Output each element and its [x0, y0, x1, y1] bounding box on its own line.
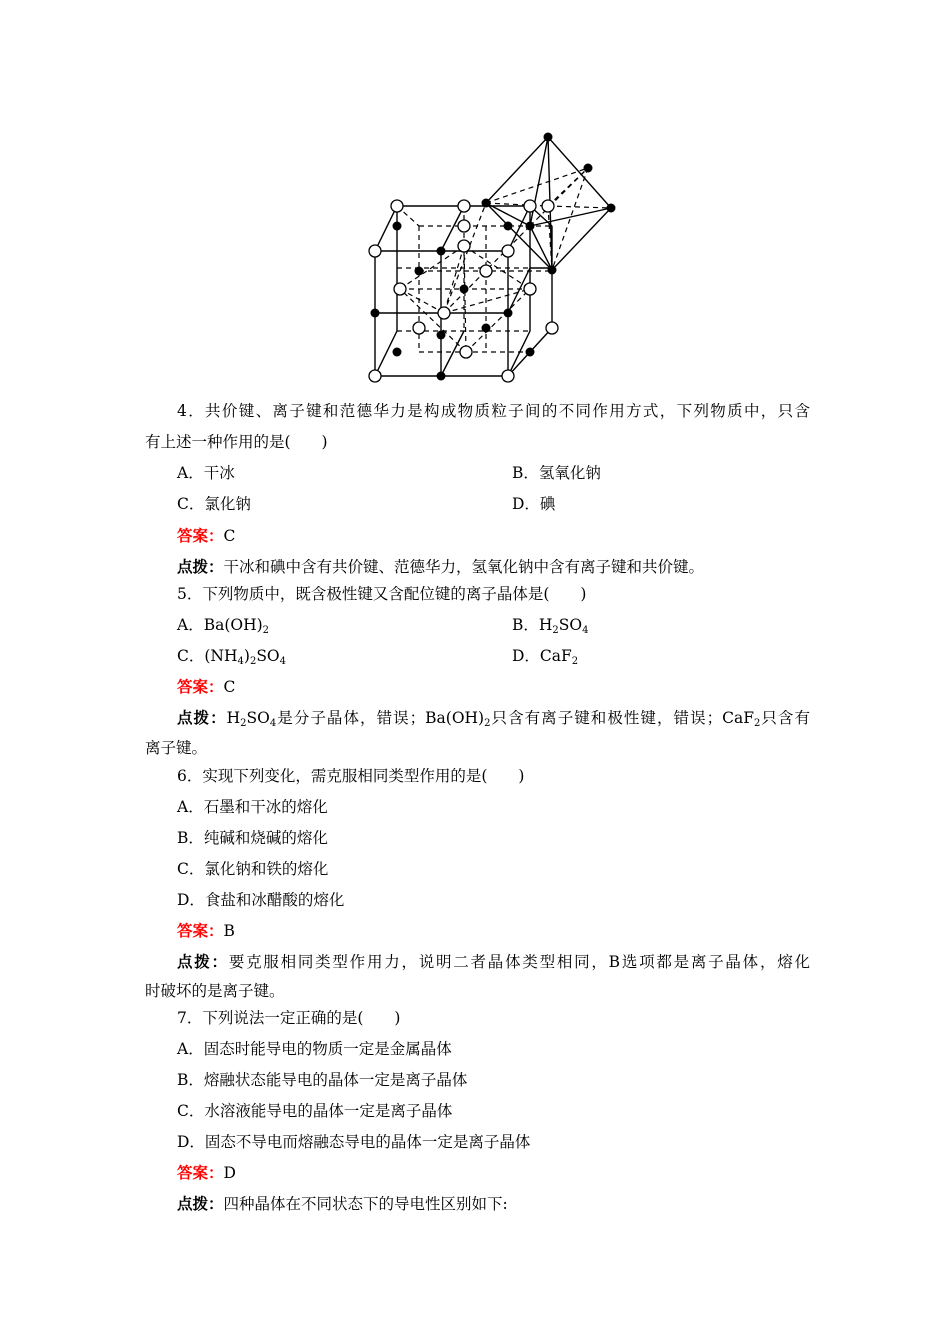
q4-option-d[interactable]: D．碘 — [512, 495, 556, 513]
crystal-structure-figure — [360, 128, 620, 386]
q6-option-d[interactable]: D．食盐和冰醋酸的熔化 — [177, 891, 345, 909]
q6-hint-line1: 点拨：要克服相同类型作用力，说明二者晶体类型相同，B选项都是离子晶体，熔化 — [177, 952, 810, 971]
hint-label: 点拨： — [177, 708, 227, 727]
q7-option-a[interactable]: A．固态时能导电的物质一定是金属晶体 — [177, 1040, 452, 1058]
q4-option-c[interactable]: C．氯化钠 — [177, 495, 251, 513]
q5-hint-line1: 点拨：$H_2SO_4$是分子晶体，错误；$Ba(OH)_2$只含有离子键和极性键，错误；CaF$_2$只含有 — [177, 708, 810, 729]
q7-hint-text: 四种晶体在不同状态下的导电性区别如下: — [223, 1195, 508, 1213]
q5-stem: 5．下列物质中，既含极性键又含配位键的离子晶体是( ) — [177, 585, 587, 603]
q6-answer-value: B — [223, 922, 235, 940]
q5-hint-line2: 离子键。 — [145, 739, 208, 757]
q7-answer-value: D — [223, 1164, 236, 1182]
q5-answer — [145, 671, 842, 703]
q5-option-d[interactable]: D．CaF$_2$ — [512, 647, 579, 667]
q4-stem-line2: 有上述一种作用的是( ) — [145, 433, 328, 451]
answer-label: 答案： — [177, 677, 224, 696]
q6-option-c[interactable]: C．氯化钠和铁的熔化 — [177, 860, 329, 878]
q7-option-c[interactable]: C．水溶液能导电的晶体一定是离子晶体 — [177, 1102, 453, 1120]
answer-label: 答案： — [177, 1163, 224, 1182]
answer-label: 答案： — [177, 921, 224, 940]
q5-option-c[interactable]: C．$(NH_4)_2SO_4$ — [177, 647, 287, 667]
q5-answer-value: C — [223, 678, 236, 696]
q4-stem-line1: 4．共价键、离子键和范德华力是构成物质粒子间的不同作用方式，下列物质中，只含 — [177, 402, 810, 420]
q6-option-b[interactable]: B．纯碱和烧碱的熔化 — [177, 829, 328, 847]
q6-stem: 6．实现下列变化，需克服相同类型作用的是( ) — [177, 767, 525, 785]
q4-hint-text: 干冰和碘中含有共价键、范德华力，氢氧化钠中含有离子键和共价键。 — [223, 558, 705, 576]
hint-label: 点拨： — [177, 557, 224, 576]
q6-answer — [145, 915, 842, 947]
hint-label: 点拨： — [177, 1194, 224, 1213]
q4-option-b[interactable]: B．氢氧化钠 — [512, 464, 601, 482]
q4-option-a[interactable]: A．干冰 — [177, 464, 235, 482]
q6-option-a[interactable]: A．石墨和干冰的熔化 — [177, 798, 328, 816]
q7-hint — [145, 1188, 842, 1220]
answer-label: 答案： — [177, 526, 224, 545]
q4-answer — [145, 520, 842, 552]
q6-hint-line2: 时破坏的是离子键。 — [145, 982, 285, 1000]
q7-option-b[interactable]: B．熔融状态能导电的晶体一定是离子晶体 — [177, 1071, 468, 1089]
q5-option-a[interactable]: A．$Ba(OH)_2$ — [177, 616, 270, 636]
q5-option-b[interactable]: B．$H_2SO_4$ — [512, 616, 589, 636]
q7-answer — [145, 1157, 842, 1189]
hint-label: 点拨： — [177, 952, 229, 971]
q7-option-d[interactable]: D．固态不导电而熔融态导电的晶体一定是离子晶体 — [177, 1133, 531, 1151]
q7-stem: 7．下列说法一定正确的是( ) — [177, 1009, 401, 1027]
q4-answer-value: C — [223, 527, 236, 545]
